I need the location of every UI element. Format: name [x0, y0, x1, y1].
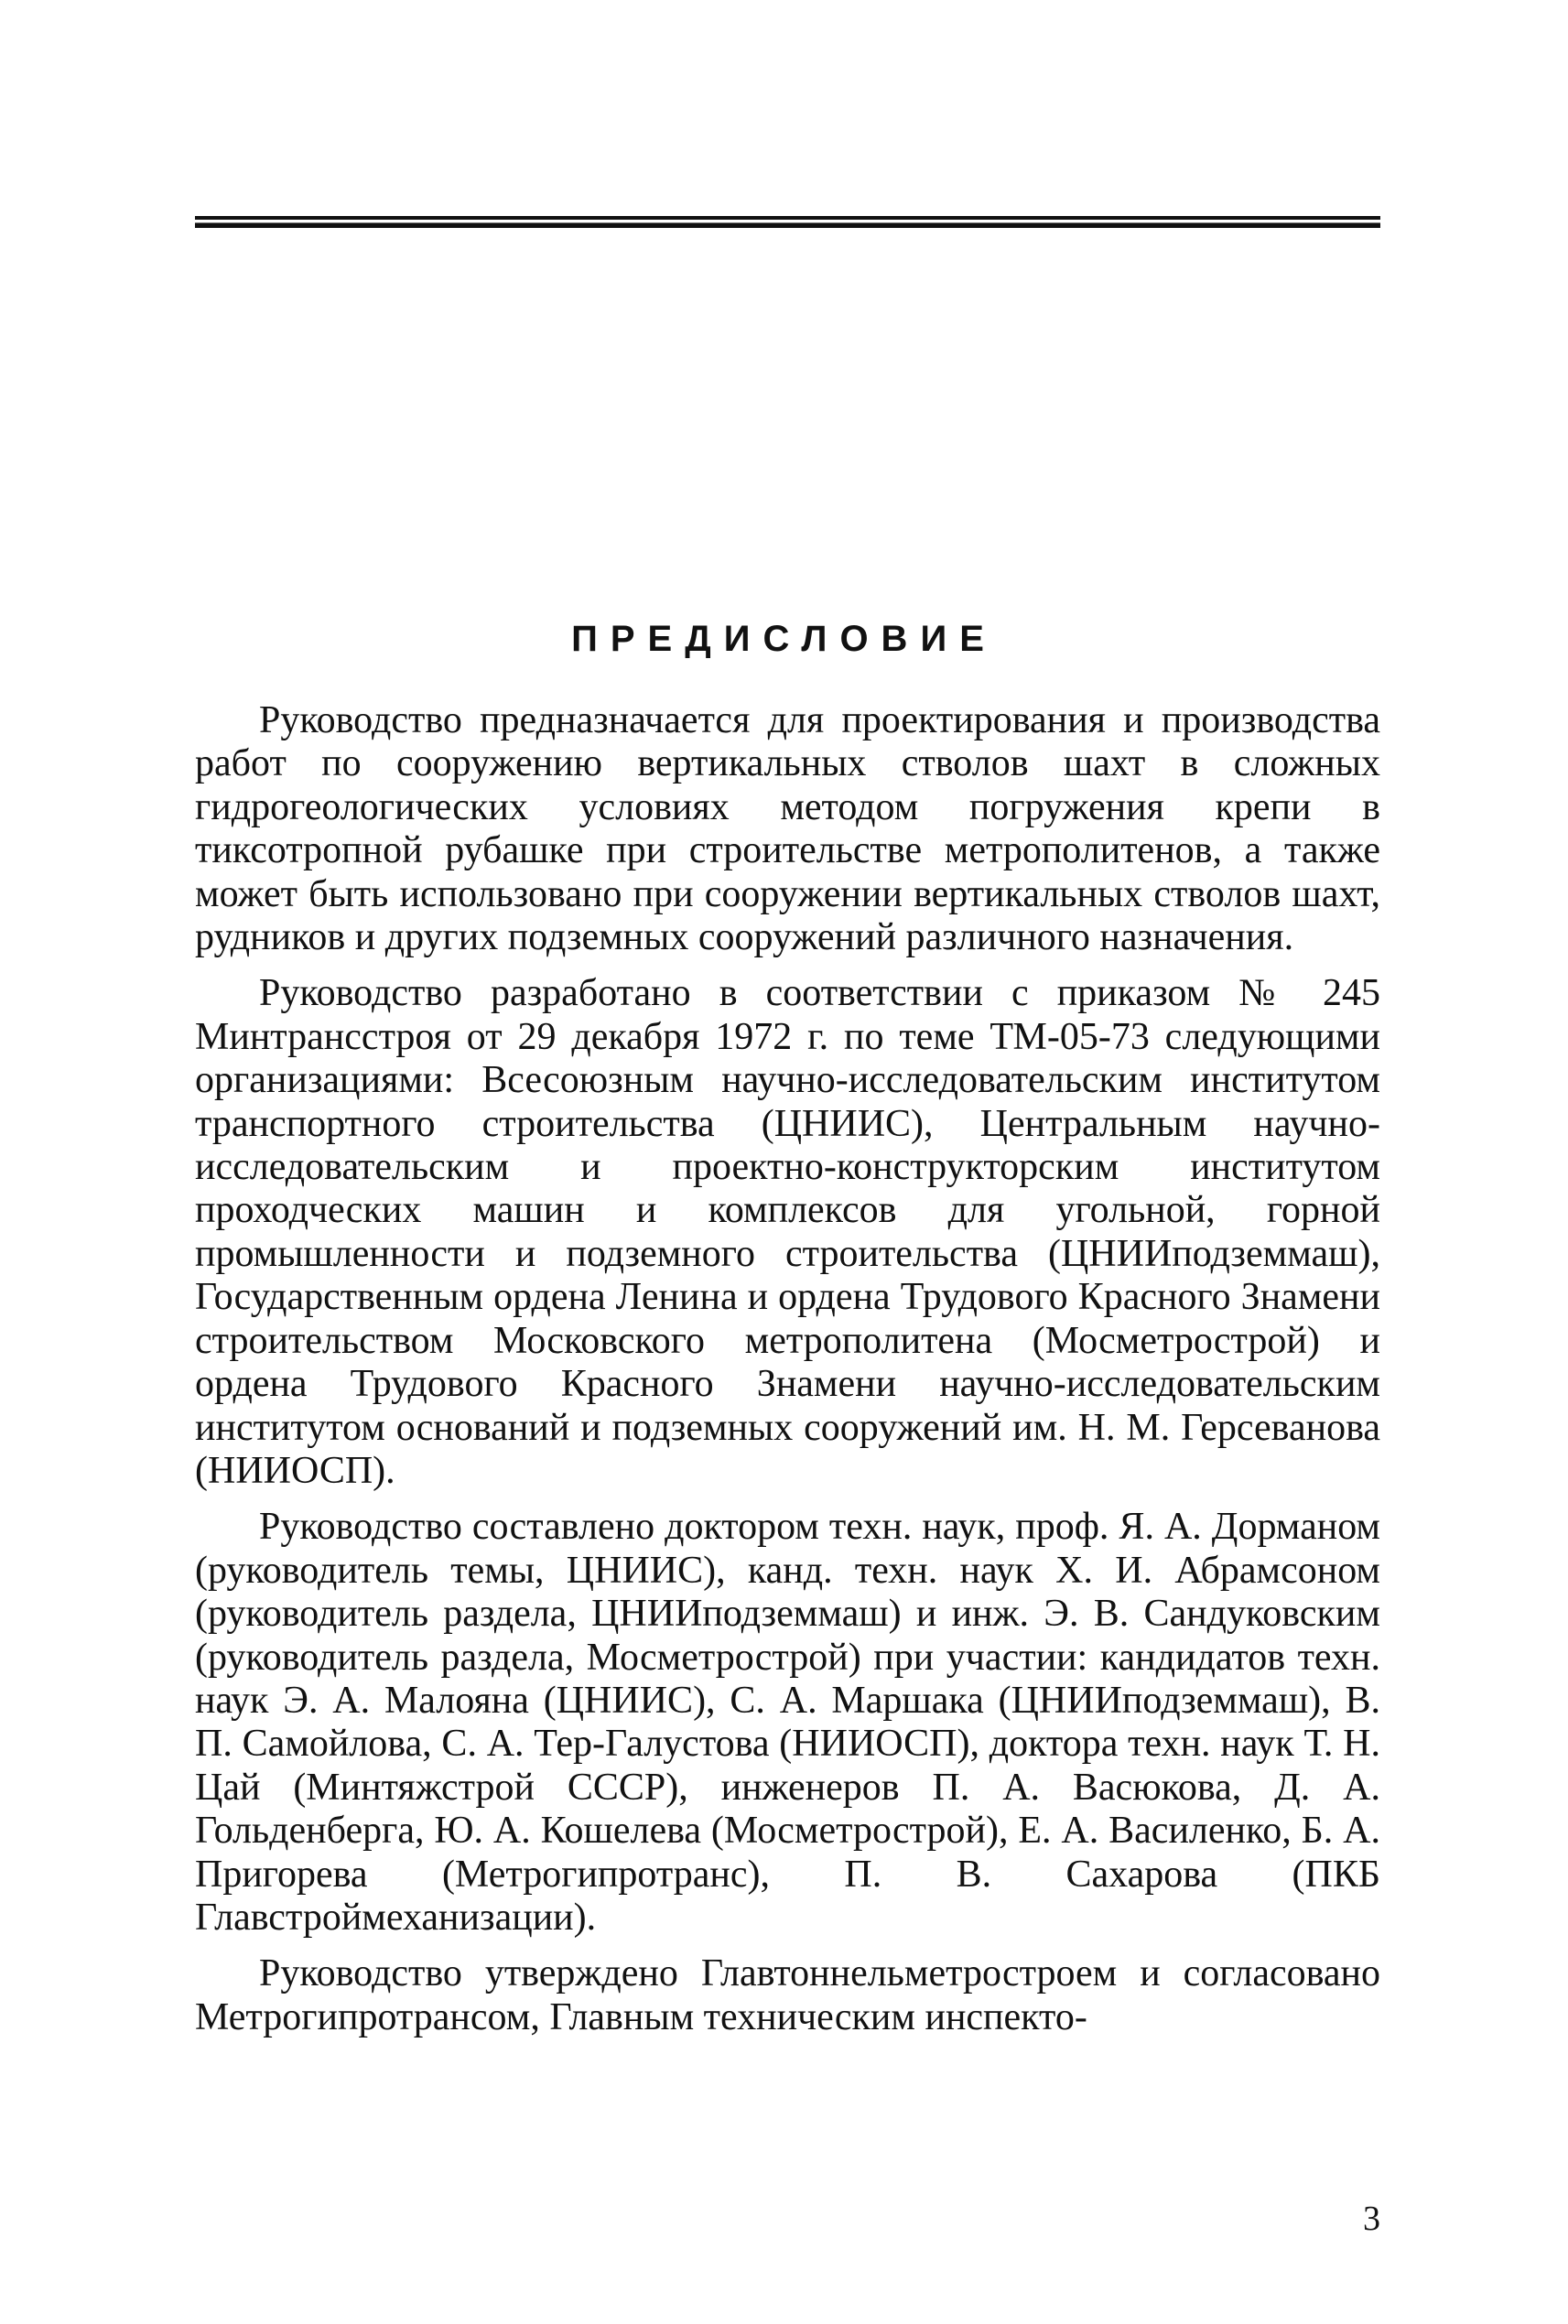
page-number: 3 [1363, 2200, 1380, 2238]
header-rule [195, 216, 1380, 228]
paragraph-purpose: Руководство предназначается для проектирования и производства работ по сооружению вертикальных стволов шахт в сложных гидрогеологических условиях методом погружения крепи в тиксотропной рубашке при строительстве метрополитенов, а также может быть использовано при сооружении вертикальных стволов шахт, рудников и других подземных сооружений различного назначения. [195, 699, 1380, 959]
paragraph-authors: Руководство составлено доктором техн. наук, проф. Я. А. Дорманом (руководитель темы, ЦНИИС), канд. техн. наук Х. И. Абрамсоном (руководитель раздела, ЦНИИподземмаш) и инж. Э. В. Сандуковским (руководитель раздела, Мосметрострой) при участии: кандидатов техн. наук Э. А. Малояна (ЦНИИС), С. А. Маршака (ЦНИИподземмаш), В. П. Самойлова, С. А. Тер-Галустова (НИИОСП), доктора техн. наук Т. Н. Цай (Минтяжстрой СССР), инженеров П. А. Васюкова, Д. А. Гольденберга, Ю. А. Кошелева (Мосметрострой), Е. А. Василенко, Б. А. Пригорева (Метрогипротранс), П. В. Сахарова (ПКБ Главстроймеханизации). [195, 1506, 1380, 1939]
page-title: ПРЕДИСЛОВИЕ [571, 619, 997, 659]
paragraph-developers: Руководство разработано в соответствии с приказом № 245 Минтрансстроя от 29 декабря 1972 г. по теме ТМ-05-73 следующими организациями: Всесоюзным научно-исследовательским институтом транспортного строительства (ЦНИИС), Центральным научно-исследовательским и проектно-конструкторским институтом проходческих машин и комплексов для угольной, горной промышленности и подземного строительства (ЦНИИподземмаш), Государственным ордена Ленина и ордена Трудового Красного Знамени строительством Московского метрополитена (Мосметрострой) и ордена Трудового Красного Знамени научно-исследовательским институтом оснований и подземных сооружений им. Н. М. Герсеванова (НИИОСП). [195, 972, 1380, 1492]
paragraph-approval: Руководство утверждено Главтоннельметростроем и согласовано Метрогипротрансом, Главным техническим инспекто- [195, 1952, 1380, 2038]
preface-body [195, 699, 1380, 2052]
